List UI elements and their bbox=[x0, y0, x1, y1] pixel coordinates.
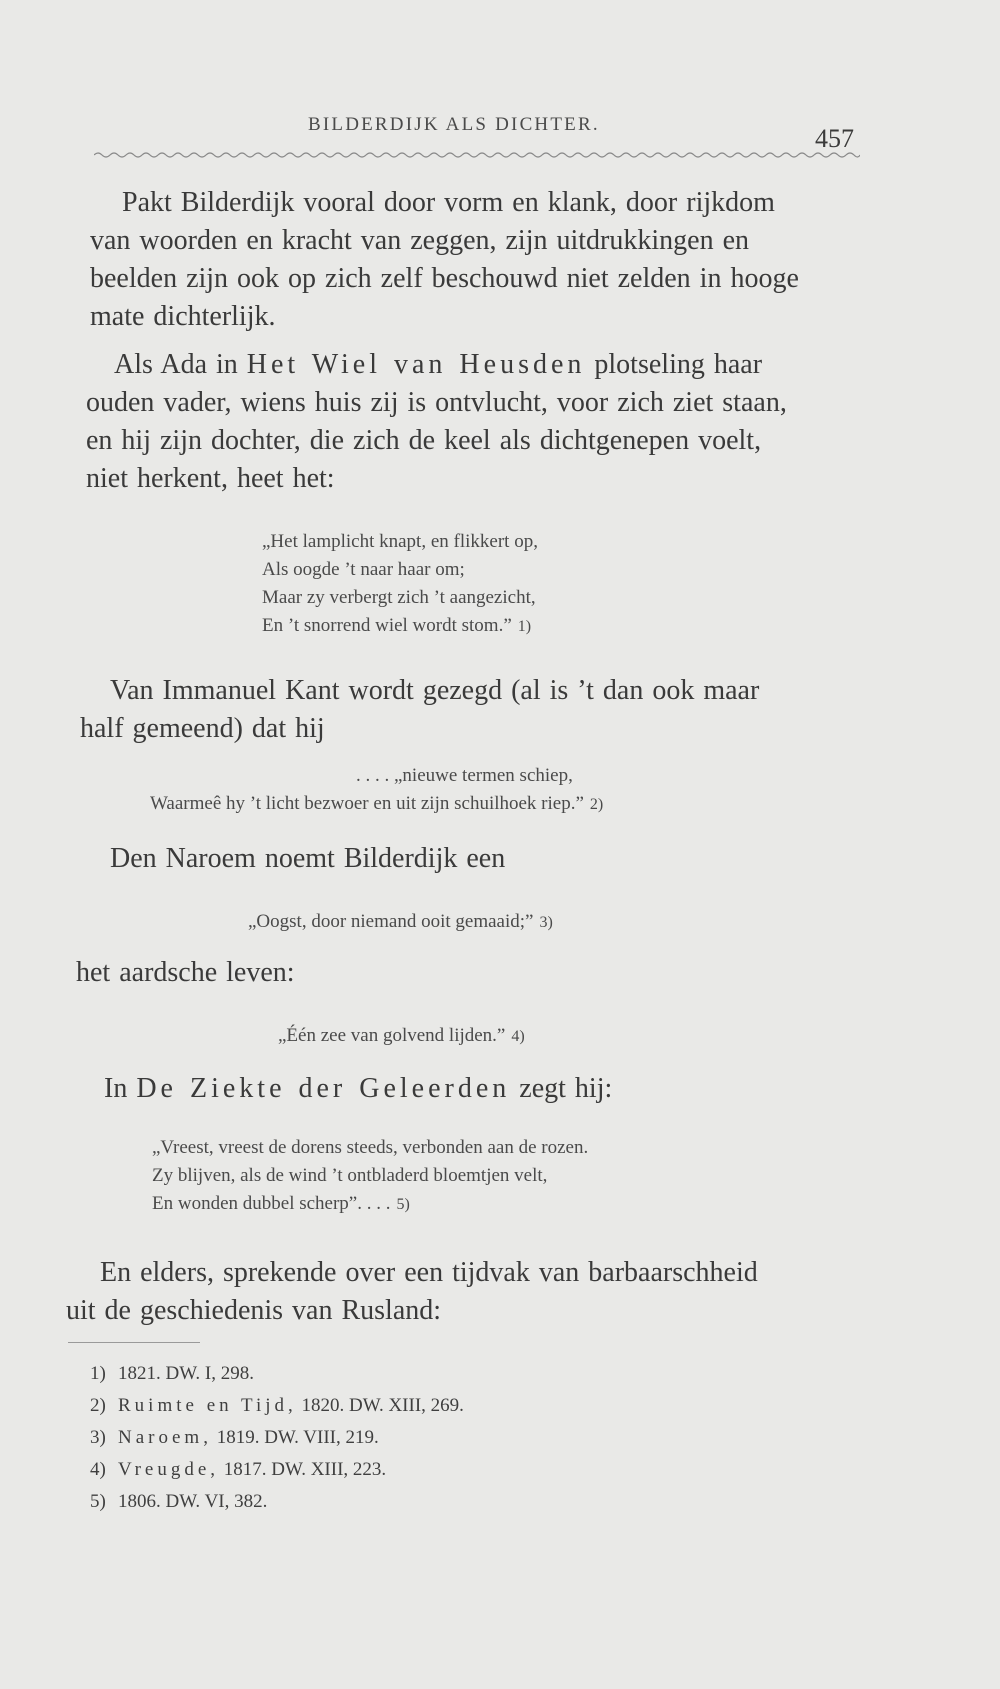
footnote-text: 1817. DW. XIII, 223. bbox=[219, 1459, 387, 1480]
verse-line bbox=[150, 790, 603, 819]
footnote-ref: 1) bbox=[517, 618, 532, 635]
verse-line bbox=[278, 1022, 525, 1051]
running-head: BILDERDIJK ALS DICHTER. bbox=[308, 114, 600, 135]
footnote-text: 1806. DW. VI, 382. bbox=[118, 1491, 268, 1512]
verse-line: „Het lamplicht knapt, en flikkert op, bbox=[262, 531, 538, 552]
footnote bbox=[90, 1358, 464, 1390]
footnote-title: Ruimte en Tijd, bbox=[118, 1395, 297, 1416]
text-line bbox=[86, 346, 886, 384]
poem-title: De Ziekte der Geleerden bbox=[136, 1073, 511, 1104]
footnote-number: 2) bbox=[90, 1395, 106, 1416]
verse-line bbox=[248, 908, 553, 937]
text-run: zegt hij: bbox=[510, 1073, 613, 1104]
text-line: half gemeend) dat hij bbox=[80, 713, 325, 744]
verse-line: Maar zy verbergt zich ’t aangezicht, bbox=[262, 587, 536, 608]
footnote-number: 1) bbox=[90, 1363, 106, 1384]
verse-text: „Oogst, door niemand ooit gemaaid;” bbox=[248, 911, 534, 932]
verse-quote-4 bbox=[278, 1022, 525, 1051]
footnote-title: Vreugde, bbox=[118, 1459, 220, 1480]
footnote-number: 4) bbox=[90, 1459, 106, 1480]
verse-text: En wonden dubbel scherp”. . . . bbox=[152, 1193, 391, 1214]
paragraph-7 bbox=[66, 1254, 886, 1330]
page-number: 457 bbox=[815, 124, 854, 153]
paragraph-5 bbox=[76, 954, 295, 992]
poem-title: Het Wiel van Heusden bbox=[246, 349, 586, 380]
verse-line: . . . . „nieuwe termen schiep, bbox=[356, 765, 573, 786]
verse-line: „Vreest, vreest de dorens steeds, verbonden aan de rozen. bbox=[152, 1137, 589, 1158]
footnote-ref: 2) bbox=[589, 796, 604, 813]
footnote bbox=[90, 1422, 464, 1454]
paragraph-6 bbox=[104, 1070, 612, 1108]
paragraph-1 bbox=[90, 184, 880, 336]
footnote-rule bbox=[68, 1342, 200, 1343]
footnote-ref: 4) bbox=[511, 1028, 525, 1045]
footnote bbox=[90, 1454, 464, 1486]
text-line: het aardsche leven: bbox=[76, 957, 295, 988]
verse-text: „Één zee van golvend lijden.” bbox=[278, 1025, 506, 1046]
footnote-text: 1819. DW. VIII, 219. bbox=[211, 1427, 379, 1448]
verse-text: Waarmeê hy ’t licht bezwoer en uit zijn schuilhoek riep.” bbox=[150, 793, 584, 814]
footnote-ref: 5) bbox=[396, 1196, 410, 1213]
paragraph-2 bbox=[86, 346, 886, 498]
verse-quote-1 bbox=[262, 528, 538, 641]
text-line: van woorden en kracht van zeggen, zijn uitdrukkingen en bbox=[90, 225, 750, 256]
text-run: In bbox=[104, 1073, 137, 1104]
footnote bbox=[90, 1390, 464, 1422]
text-line: En elders, sprekende over een tijdvak van barbaarschheid bbox=[100, 1257, 758, 1288]
verse-line bbox=[152, 1190, 588, 1219]
verse-line: Zy blijven, als de wind ’t ontbladerd bloemtjen velt, bbox=[152, 1165, 548, 1186]
text-line: en hij zijn dochter, die zich de keel als dichtgenepen voelt, bbox=[86, 425, 762, 456]
paragraph-3 bbox=[80, 672, 880, 748]
footnote-title: Naroem, bbox=[118, 1427, 212, 1448]
footnote-number: 3) bbox=[90, 1427, 106, 1448]
footnotes bbox=[90, 1358, 464, 1518]
text-line: beelden zijn ook op zich zelf beschouwd niet zelden in hooge bbox=[90, 263, 799, 294]
footnote-ref: 3) bbox=[539, 914, 553, 931]
paragraph-4 bbox=[110, 840, 505, 878]
text-line: ouden vader, wiens huis zij is ontvlucht, voor zich ziet staan, bbox=[86, 387, 787, 418]
verse-quote-5 bbox=[152, 1134, 588, 1219]
text-line: uit de geschiedenis van Rusland: bbox=[66, 1295, 442, 1326]
verse-line: Als oogde ’t naar haar om; bbox=[262, 559, 465, 580]
text-line bbox=[104, 1070, 612, 1108]
footnote-text: 1820. DW. XIII, 269. bbox=[296, 1395, 464, 1416]
verse-text: En ’t snorrend wiel wordt stom.” bbox=[262, 615, 512, 636]
verse-quote-2 bbox=[150, 762, 603, 819]
footnote-number: 5) bbox=[90, 1491, 106, 1512]
text-line: Den Naroem noemt Bilderdijk een bbox=[110, 843, 506, 874]
verse-line bbox=[262, 612, 538, 641]
header-rule bbox=[94, 150, 860, 162]
text-line: Pakt Bilderdijk vooral door vorm en klank, door rijkdom bbox=[122, 187, 775, 218]
text-run: Als Ada in bbox=[114, 349, 247, 380]
text-line: niet herkent, heet het: bbox=[86, 463, 335, 494]
verse-quote-3 bbox=[248, 908, 553, 937]
footnote bbox=[90, 1486, 464, 1518]
text-line: Van Immanuel Kant wordt gezegd (al is ’t dan ook maar bbox=[110, 675, 760, 706]
footnote-text: 1821. DW. I, 298. bbox=[118, 1363, 254, 1384]
text-run: plotseling haar bbox=[585, 349, 763, 380]
text-line: mate dichterlijk. bbox=[90, 301, 276, 332]
